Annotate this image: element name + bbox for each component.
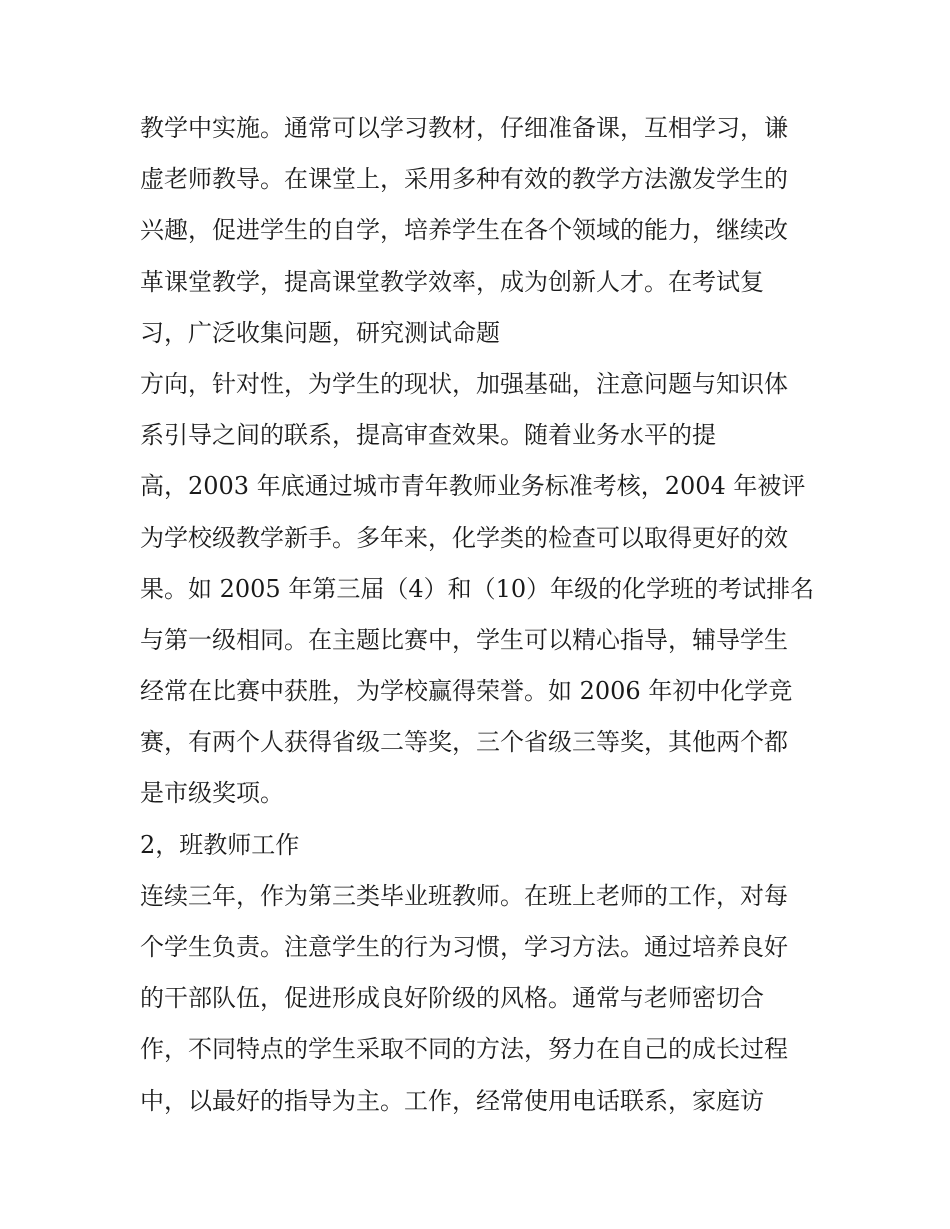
text-line: 作，不同特点的学生采取不同的方法，努力在自己的成长过程 (140, 1035, 788, 1064)
text-line: 个学生负责。注意学生的行为习惯，学习方法。通过培养良好 (140, 933, 788, 961)
text-line: 是市级奖项。 (140, 779, 284, 808)
text-line: 赛，有两个人获得省级二等奖，三个省级三等奖，其他两个都 (140, 728, 788, 757)
text-line: 中，以最好的指导为主。工作，经常使用电话联系，家庭访 (140, 1086, 764, 1115)
text-line: 系引导之间的联系，提高审查效果。随着业务水平的提 (140, 421, 716, 450)
text-line: 方向，针对性，为学生的现状，加强基础，注意问题与知识体 (140, 369, 788, 398)
text-line: 经常在比赛中获胜，为学校赢得荣誉。如 2006 年初中化学竞 (140, 677, 793, 706)
section-heading: 2，班教师工作 (140, 830, 300, 859)
text-line: 的干部队伍，促进形成良好阶级的风格。通常与老师密切合 (140, 984, 764, 1013)
text-line: 习，广泛收集问题，研究测试命题 (140, 318, 500, 347)
text-line: 教学中实施。通常可以学习教材，仔细准备课，互相学习，谦 (140, 114, 788, 142)
text-line: 果。如 2005 年第三届（4）和（10）年级的化学班的考试排名 (140, 574, 815, 603)
text-line: 兴趣，促进学生的自学，培养学生在各个领域的能力，继续改 (140, 216, 788, 245)
text-line: 革课堂教学，提高课堂教学效率，成为创新人才。在考试复 (140, 267, 764, 296)
document-body (140, 103, 830, 1127)
text-line: 虚老师教导。在课堂上，采用多种有效的教学方法激发学生的 (140, 165, 788, 194)
text-line: 连续三年，作为第三类毕业班教师。在班上老师的工作，对每 (140, 881, 788, 910)
text-line: 高，2003 年底通过城市青年教师业务标准考核，2004 年被评 (140, 472, 806, 501)
text-line: 与第一级相同。在主题比赛中，学生可以精心指导，辅导学生 (140, 625, 788, 654)
text-line: 为学校级教学新手。多年来，化学类的检查可以取得更好的效 (140, 523, 788, 552)
